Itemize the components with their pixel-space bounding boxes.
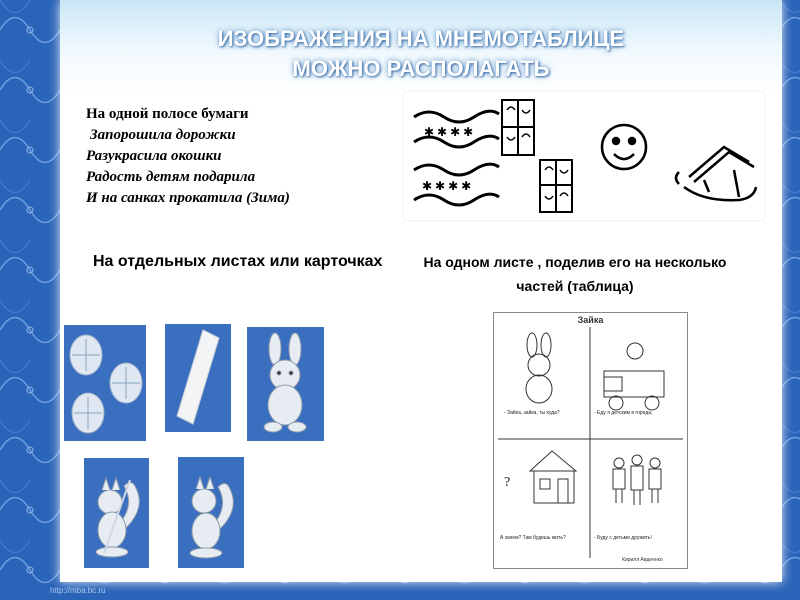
- poem-line: Радость детям подарила: [86, 169, 256, 185]
- svg-text:✱ ✱ ✱ ✱: ✱ ✱ ✱ ✱: [422, 179, 472, 193]
- card-bunny: [247, 327, 324, 441]
- table-caption: - Буду с детьми дружить!: [594, 535, 652, 541]
- snowy-path-icon: [414, 164, 499, 205]
- poem-line: И на санках прокатила (Зима): [86, 190, 290, 206]
- children-icon: [613, 455, 661, 505]
- table-sheet-grid: [494, 313, 687, 568]
- table-caption: - Зайка, зайка, ты куда?: [504, 410, 560, 416]
- card-squirrel-2: [178, 457, 244, 568]
- frosted-window-icon: [540, 160, 572, 212]
- table-caption: - Еду я детским в города,: [594, 410, 653, 416]
- table-credit: Кирилл Авдеенко: [622, 557, 663, 563]
- poem-block: [86, 104, 290, 209]
- snowy-path-icon: [414, 111, 499, 147]
- mnemonic-strip: [404, 92, 764, 220]
- bunny-icon: [526, 333, 552, 403]
- left-heading: На отдельных листах или карточках: [93, 253, 383, 270]
- poem-lead: На одной полосе бумаги: [86, 106, 249, 122]
- poem-line: Разукрасила окошки: [86, 148, 222, 164]
- sled-icon: [676, 147, 756, 200]
- svg-text:✱ ✱ ✱ ✱: ✱ ✱ ✱ ✱: [424, 125, 474, 139]
- title-line-2: МОЖНО РАСПОЛАГАТЬ: [292, 56, 550, 81]
- frosted-window-icon: [502, 100, 534, 155]
- watermark-url: http://mba.bc.ru: [50, 586, 106, 595]
- strip-pictograms: [404, 92, 764, 220]
- card-snowflakes: [64, 325, 146, 441]
- table-sheet: [493, 312, 688, 569]
- card-squirrel-1: [84, 458, 149, 568]
- slide-title: [60, 24, 782, 84]
- smiley-face-icon: [602, 125, 646, 169]
- poem-line: Запорошила дорожки: [90, 127, 236, 143]
- truck-icon: [604, 343, 664, 410]
- table-sheet-title: Зайка: [577, 315, 604, 325]
- card-strip: [165, 324, 231, 432]
- table-caption: А зачем? Там будешь жить?: [500, 535, 566, 541]
- right-heading: На одном листе , поделив его на несколько частей (таблица): [423, 254, 727, 294]
- house-icon: [530, 451, 576, 503]
- title-line-1: ИЗОБРАЖЕНИЯ НА МНЕМОТАБЛИЦЕ: [217, 26, 625, 51]
- question-mark: ?: [504, 475, 511, 490]
